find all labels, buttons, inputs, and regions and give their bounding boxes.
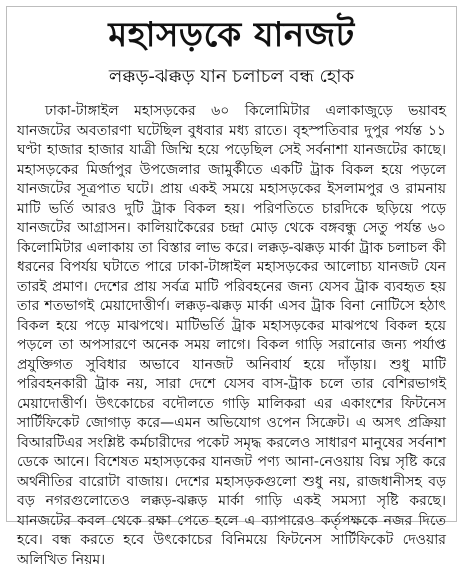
article-frame — [6, 6, 457, 568]
article-subheadline: লক্কড়-ঝক্কড় যান চলাচল বন্ধ হোক — [108, 66, 355, 87]
article-headline: মহাসড়কে যানজট — [108, 15, 355, 55]
article-paragraph: ঢাকা-টাঙ্গাইল মহাসড়কের ৬০ কিলোমিটার এলাকাজুড়ে ভয়াবহ যানজটের অবতারণা ঘটেছিল বুধবার মধ্য রাতে। বৃহস্পতিবার দুপুর পর্যন্ত ১১ ঘণ্টা হাজার হাজার যাত্রী জিম্মি হয়ে পড়েছিল সেই সর্বনাশা যানজটের কাছে। মহাসড়কের মির্জাপুর উপজেলার জামুর্কীতে একটি ট্রাক বিকল হয়ে পড়লে যানজটের সূত্রপাত ঘটে। প্রায় একই সময়ে মহাসড়কের ইসলামপুর ও রামনায় মাটি ভর্তি আরও দুটি ট্রাক বিকল হয়। পরিণতিতে চারদিকে ছড়িয়ে পড়ে যানজটের আগ্রাসন। কালিয়াকৈরের চন্দ্রা মোড় থেকে বঙ্গবন্ধু সেতু পর্যন্ত ৬০ কিলোমিটার এলাকায় তা বিস্তার লাভ করে। লক্কড়-ঝক্কড় মার্কা ট্রাক চলাচল কী ধরনের বিপর্যয় ঘটাতে পারে ঢাকা-টাঙ্গাইল মহাসড়কের আলোচ্য যানজট যেন তারই প্রমাণ। দেশের প্রায় সর্বত্র মাটি পরিবহনের জন্য যেসব ট্রাক ব্যবহৃত হয় তার শতভাগই মেয়াদোত্তীর্ণ। লক্কড়-ঝক্কড় মার্কা এসব ট্রাক বিনা নোটিসে হঠাৎ বিকল হয়ে পড়ে মাঝপথে। মাটিভর্তি ট্রাক মহাসড়কের মাঝপথে বিকল হয়ে পড়লে তা অপসারণে অনেক সময় লাগে। বিকল গাড়ি সরানোর জন্য পর্যাপ্ত প্রযুক্তিগত সুবিধার অভাবে যানজট অনিবার্য হয়ে দাঁড়ায়। শুধু মাটি পরিবহনকারী ট্রাক নয়, সারা দেশে যেসব বাস-ট্রাক চলে তার বেশিরভাগই মেয়াদোত্তীর্ণ। উৎকোচের বদৌলতে গাড়ি মালিকরা এর একাংশের ফিটনেস সার্টিফিকেট জোগাড় করে—এমন অভিযোগ ওপেন সিক্রেট। এ অসৎ প্রক্রিয়া বিআরটিএর সংশ্লিষ্ট কর্মচারীদের পকেট সমৃদ্ধ করলেও সাধারণ মানুষের সর্বনাশ ডেকে আনে। বিশেষত মহাসড়কের যানজট পণ্য আনা-নেওয়ায় বিঘ্ন সৃষ্টি করে অর্থনীতির বারোটা বাজায়। দেশের মহাসড়কগুলো শুধু নয়, রাজধানীসহ বড় বড় নগরগুলোতেও লক্কড়-ঝক্কড় মার্কা গাড়ি একই সমস্যা সৃষ্টি করছে। যানজটের কবল থেকে রক্ষা পেতে হলে এ ব্যাপারেও কর্তৃপক্ষকে নজর দিতে হবে। বন্ধ করতে হবে উৎকোচের বিনিময়ে ফিটনেস সার্টিফিকেট দেওয়ার অলিখিত নিয়ম। — [17, 103, 446, 568]
article-body — [17, 102, 446, 568]
